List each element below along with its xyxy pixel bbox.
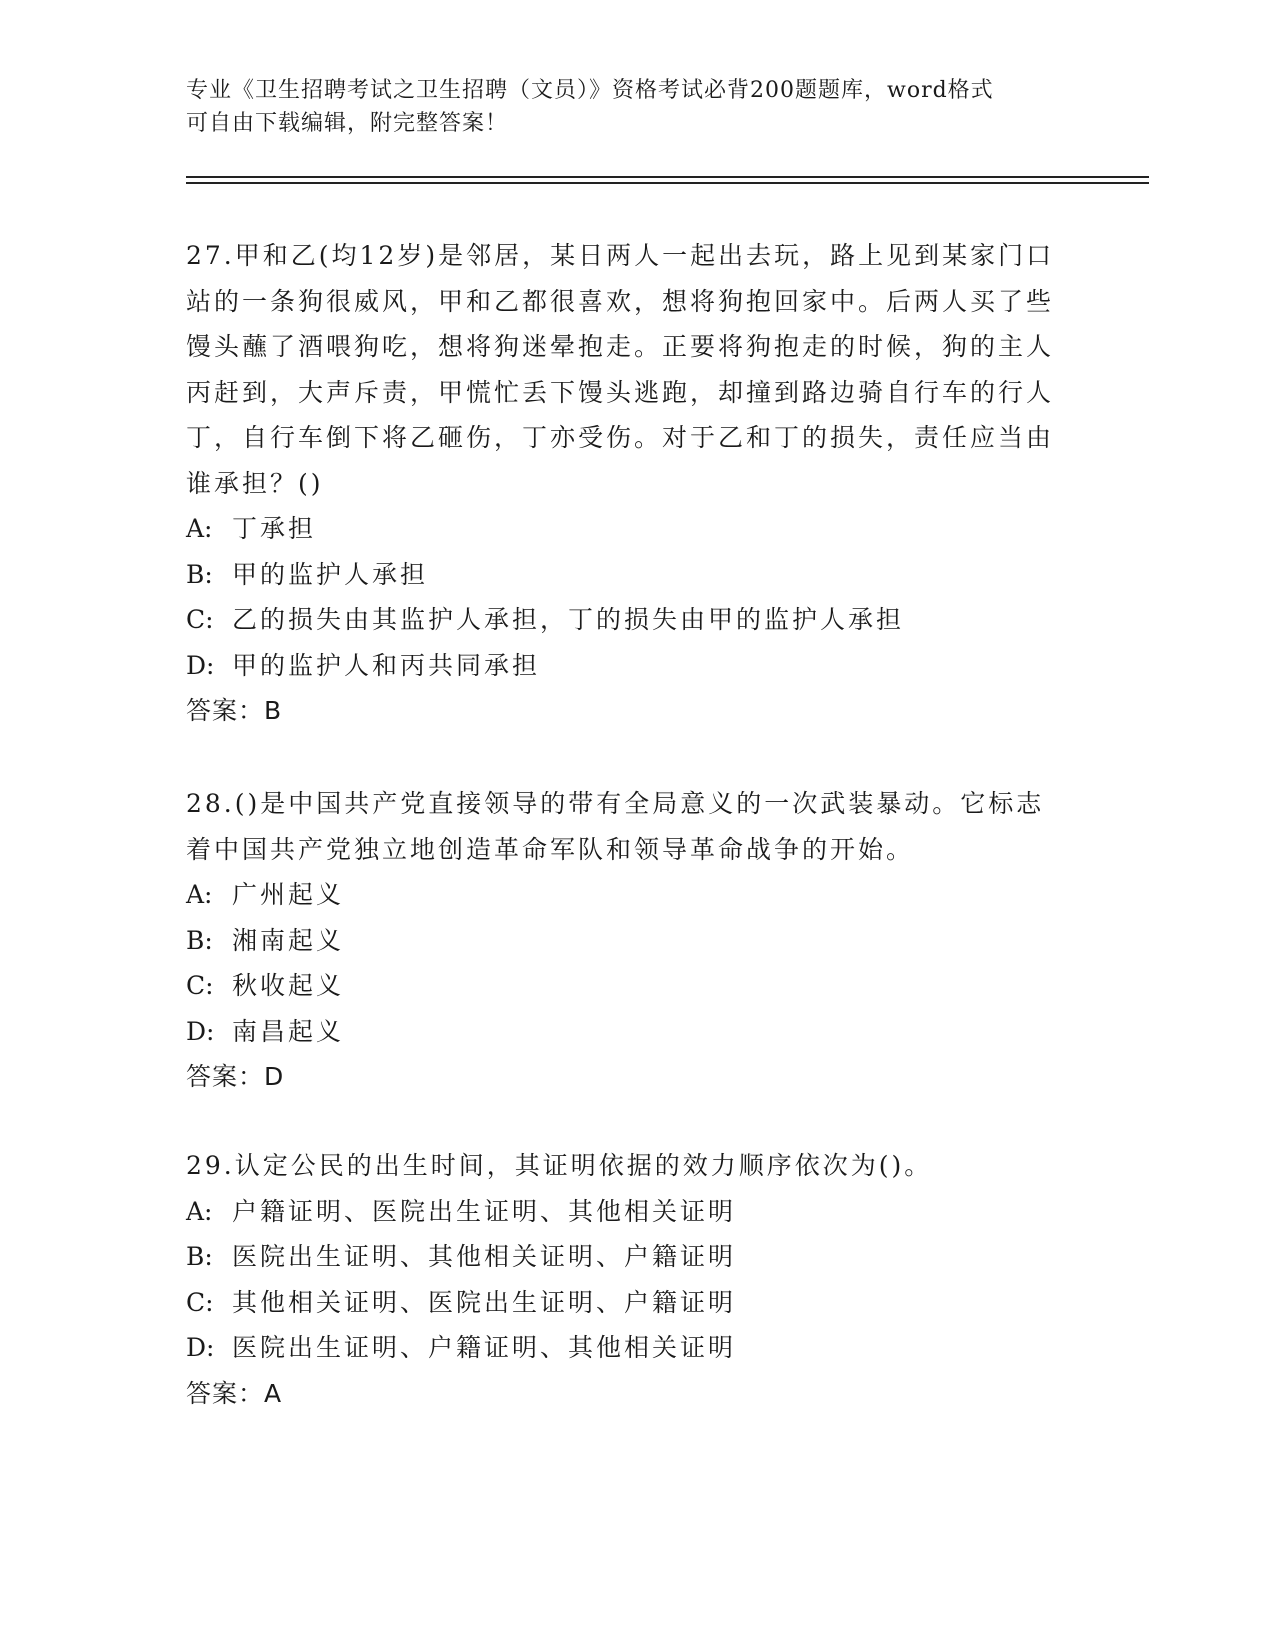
option-letter: A: (186, 880, 213, 909)
document-header (186, 74, 1066, 140)
header-divider-bottom (186, 182, 1149, 184)
question-text: 28.()是中国共产党直接领导的带有全局意义的一次武装暴动。它标志着中国共产党独立地创造革命军队和领导革命战争的开始。 (186, 789, 1045, 864)
option-letter: D: (186, 1016, 215, 1046)
option-text: 医院出生证明、其他相关证明、户籍证明 (232, 1242, 737, 1271)
question-29 (186, 1143, 1066, 1416)
option-text: 广州起义 (232, 880, 345, 909)
answer-line: 答案：D (186, 1062, 285, 1091)
option-text: 户籍证明、医院出生证明、其他相关证明 (232, 1196, 737, 1226)
answer-line: 答案：B (186, 696, 283, 725)
option-a (186, 1189, 1066, 1235)
option-a (186, 506, 1066, 552)
question-27 (186, 233, 1066, 734)
question-28 (186, 781, 1066, 1100)
option-text: 医院出生证明、户籍证明、其他相关证明 (232, 1333, 737, 1362)
option-letter: B: (186, 1242, 213, 1271)
answer-line: 答案：A (186, 1378, 283, 1408)
option-text: 其他相关证明、医院出生证明、户籍证明 (232, 1287, 737, 1317)
option-letter: A: (186, 1196, 213, 1226)
option-c (186, 963, 1066, 1009)
option-b (186, 1234, 1066, 1280)
option-letter: D: (186, 650, 215, 680)
option-d (186, 1325, 1066, 1371)
option-c (186, 597, 1066, 643)
option-text: 南昌起义 (232, 1016, 345, 1046)
option-text: 甲的监护人承担 (232, 559, 429, 589)
option-text: 丁承担 (232, 514, 317, 543)
option-b (186, 918, 1066, 964)
question-text: 27.甲和乙(均12岁)是邻居，某日两人一起出去玩，路上见到某家门口站的一条狗很威风，甲和乙都很喜欢，想将狗抱回家中。后两人买了些馒头蘸了酒喂狗吃，想将狗迷晕抱走。正要将狗抱走的时候，狗的主人丙赶到，大声斥责，甲慌忙丢下馒头逃跑，却撞到路边骑自行车的行人丁，自行车倒下将乙砸伤，丁亦受伤。对于乙和丁的损失，责任应当由谁承担？() (186, 241, 1055, 498)
header-line-2: 可自由下载编辑，附完整答案！ (186, 111, 509, 136)
option-d (186, 643, 1066, 689)
option-letter: D: (186, 1333, 215, 1362)
option-letter: B: (186, 559, 213, 589)
header-divider-top (186, 176, 1149, 178)
header-line-1: 专业《卫生招聘考试之卫生招聘（文员）》资格考试必背200题题库，word格式 (186, 78, 994, 103)
question-text: 29.认定公民的出生时间，其证明依据的效力顺序依次为()。 (186, 1151, 933, 1180)
option-letter: A: (186, 514, 213, 543)
option-c (186, 1280, 1066, 1326)
option-text: 湘南起义 (232, 925, 345, 955)
option-letter: C: (186, 1287, 214, 1317)
option-letter: C: (186, 971, 214, 1000)
option-b (186, 552, 1066, 598)
option-letter: C: (186, 605, 214, 634)
option-letter: B: (186, 925, 213, 955)
option-d (186, 1009, 1066, 1055)
option-a (186, 872, 1066, 918)
option-text: 秋收起义 (232, 971, 345, 1000)
option-text: 乙的损失由其监护人承担，丁的损失由甲的监护人承担 (232, 605, 905, 634)
option-text: 甲的监护人和丙共同承担 (232, 650, 541, 680)
